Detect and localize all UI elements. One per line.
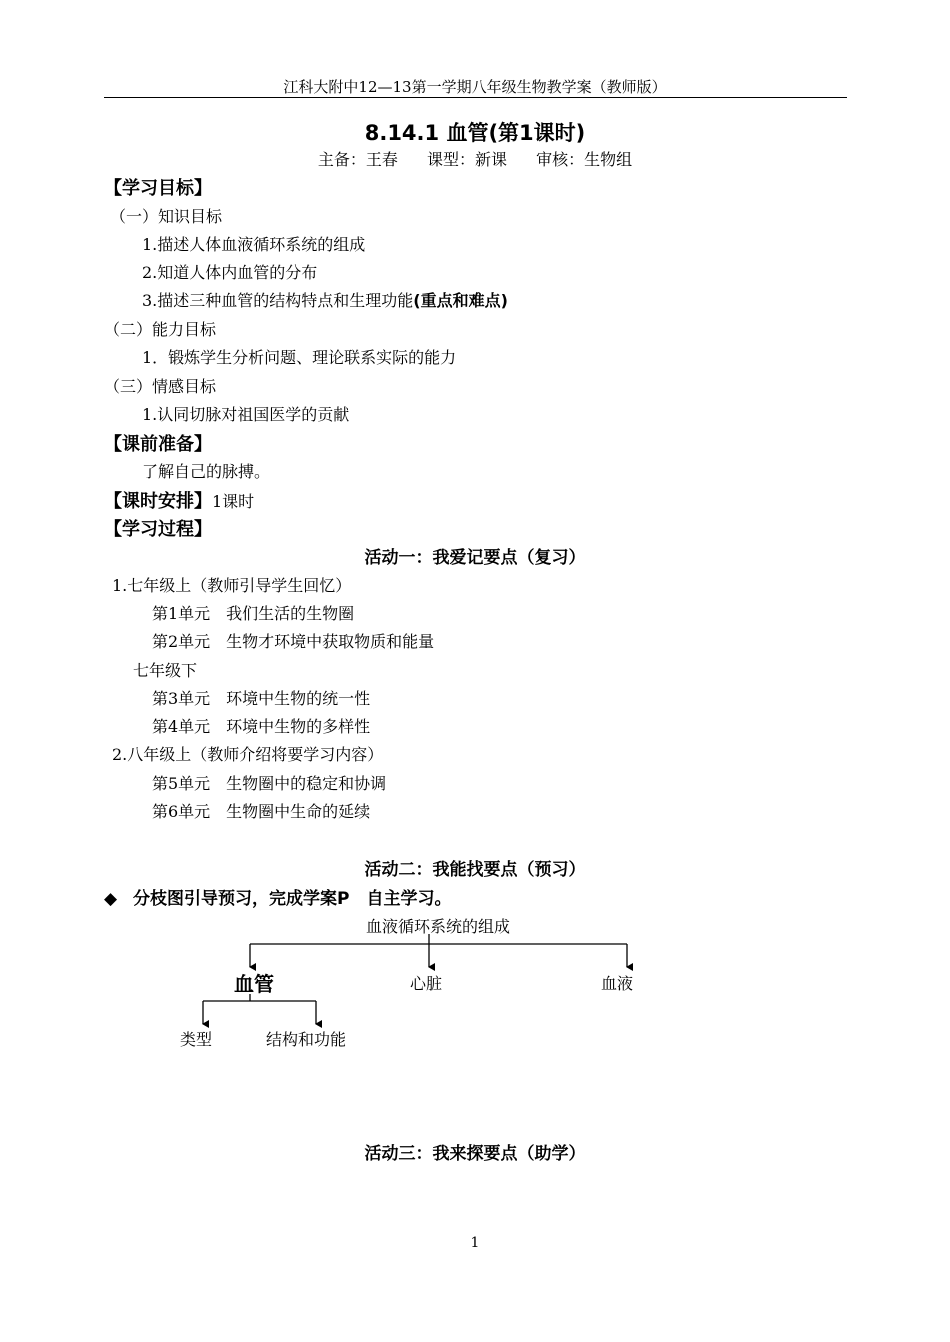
process-heading: 【学习过程】 (104, 519, 212, 540)
emotion-heading: （三）情感目标 (104, 377, 217, 396)
activity1-line-1: 1.七年级上（教师引导学生回忆） (112, 576, 352, 595)
prep-heading: 【课前准备】 (104, 434, 212, 455)
page-number: 1 (470, 1235, 480, 1251)
activity1-line-3: 第2单元 生物才环境中获取物质和能量 (152, 632, 435, 651)
activity1-line-2: 第1单元 我们生活的生物圈 (152, 604, 355, 623)
activity1-line-6: 第4单元 环境中生物的多样性 (152, 717, 371, 736)
activity2-title: 活动二：我能找要点（预习） (364, 860, 586, 880)
reviewer: 审核：生物组 (536, 150, 633, 169)
goals-heading: 【学习目标】 (104, 178, 212, 199)
emotion-item-1: 1.认同切脉对祖国医学的贡献 (142, 405, 350, 424)
activity2-instruction: 分枝图引导预习，完成学案P 自主学习。 (133, 889, 452, 909)
activity1-line-7: 2.八年级上（教师介绍将要学习内容） (112, 745, 384, 764)
tree-node-type: 类型 (180, 1030, 213, 1049)
tree-node-blood: 血液 (601, 974, 634, 993)
activity1-line-4: 七年级下 (133, 661, 198, 680)
page-header: 江科大附中12—13第一学期八年级生物教学案（教师版） (283, 78, 667, 96)
activity1-line-5: 第3单元 环境中生物的统一性 (152, 689, 371, 708)
activity1-line-8: 第5单元 生物圈中的稳定和协调 (152, 774, 387, 793)
ability-heading: （二）能力目标 (104, 320, 217, 339)
activity1-title: 活动一：我爱记要点（复习） (364, 548, 586, 568)
schedule-text: 1课时 (212, 492, 255, 511)
knowledge-heading: （一）知识目标 (110, 207, 223, 226)
prep-text: 了解自己的脉搏。 (142, 462, 271, 481)
key-point-note: (重点和难点) (413, 291, 508, 310)
tree-node-vessel: 血管 (234, 972, 274, 996)
knowledge-item-3-text: 3.描述三种血管的结构特点和生理功能 (142, 291, 414, 310)
schedule-heading: 【课时安排】 (104, 491, 212, 512)
tree-node-heart: 心脏 (410, 974, 443, 993)
page-title: 8.14.1 血管(第1课时) (364, 121, 586, 145)
knowledge-item-1: 1.描述人体血液循环系统的组成 (142, 235, 366, 254)
author: 主备：王春 (317, 150, 398, 169)
activity3-title: 活动三：我来探要点（助学） (364, 1144, 586, 1164)
tree-node-structure: 结构和功能 (266, 1030, 347, 1049)
tree-root: 血液循环系统的组成 (365, 917, 510, 936)
knowledge-item-2: 2.知道人体内血管的分布 (142, 263, 318, 282)
lesson-type: 课型：新课 (426, 150, 507, 169)
ability-item-1: 1．锻炼学生分析问题、理论联系实际的能力 (142, 348, 457, 367)
diamond-bullet-icon: ◆ (104, 889, 118, 909)
activity1-line-9: 第6单元 生物圈中生命的延续 (152, 802, 371, 821)
